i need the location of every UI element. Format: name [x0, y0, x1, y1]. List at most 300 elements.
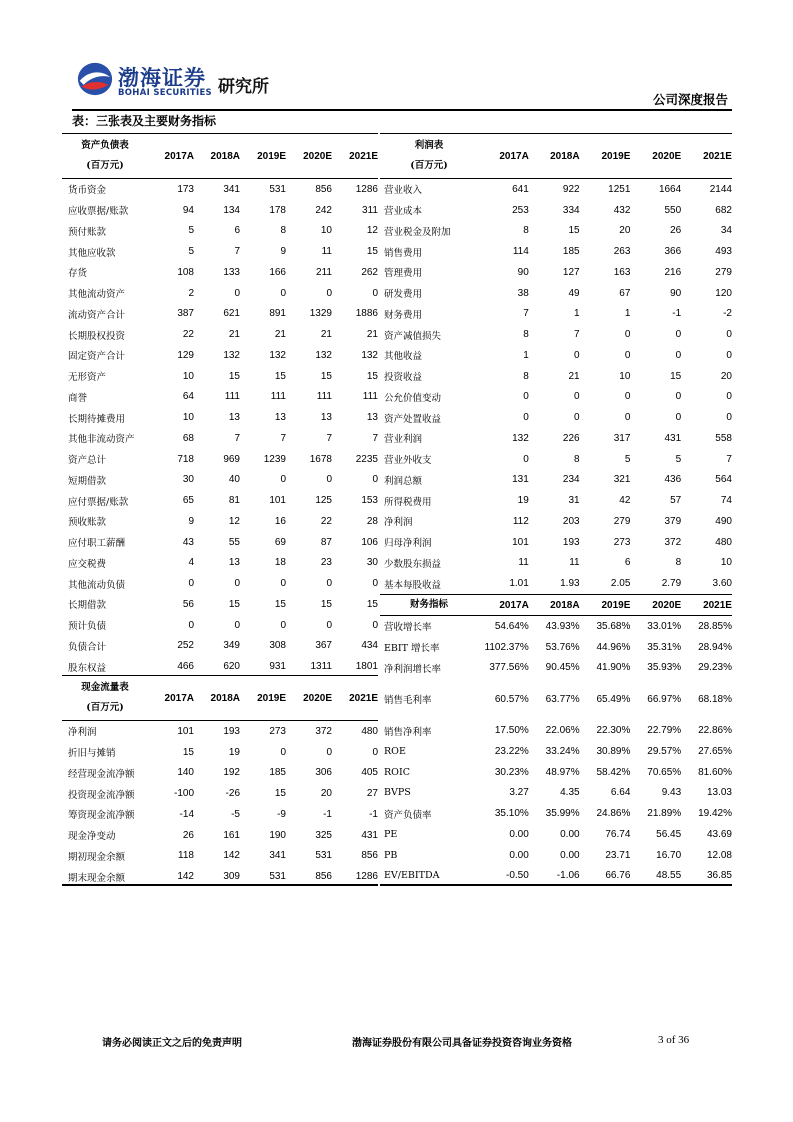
row-value: 377.56%: [489, 662, 529, 674]
row-value: 931: [269, 661, 286, 673]
row-value: 53.76%: [545, 641, 580, 653]
row-value: 0: [280, 619, 286, 631]
cash-flow-row: [62, 763, 378, 784]
row-value: 13: [320, 412, 332, 424]
balance-sheet-row: [62, 656, 378, 677]
year-header: 2019E: [601, 599, 631, 611]
row-value: 132: [269, 349, 286, 361]
row-value: 1678: [309, 453, 332, 465]
row-value: 27.65%: [698, 745, 732, 757]
row-value: 1251: [608, 183, 631, 195]
row-value: 0: [675, 329, 682, 341]
balance-sheet-row: [62, 179, 378, 200]
row-value: 0: [326, 619, 332, 631]
income-statement-unit: (百万元): [410, 160, 448, 171]
row-value: 30.23%: [494, 766, 529, 778]
row-value: 682: [715, 204, 732, 216]
balance-sheet-row: [62, 449, 378, 470]
year-header: 2019E: [601, 150, 631, 162]
row-value: 1311: [310, 661, 332, 673]
balance-sheet-row: [62, 615, 378, 636]
row-value: 132: [512, 432, 529, 444]
row-value: 0.00: [560, 828, 580, 840]
balance-sheet-row: [62, 553, 378, 574]
row-value: 41.90%: [596, 662, 631, 674]
row-label: 长期股权投资: [68, 330, 126, 342]
row-value: 12: [366, 225, 378, 237]
row-label: BVPS: [384, 787, 411, 799]
row-value: 0: [574, 412, 580, 424]
row-value: -2: [723, 308, 732, 320]
row-value: 58.42%: [596, 766, 631, 778]
row-value: 309: [223, 871, 240, 883]
row-value: 60.57%: [494, 693, 529, 705]
row-value: 42: [619, 495, 631, 507]
row-value: 5: [624, 453, 631, 465]
row-value: 0: [574, 349, 580, 361]
row-value: 66.76: [605, 870, 631, 882]
row-value: 387: [177, 308, 194, 320]
row-value: 101: [177, 725, 194, 737]
row-value: 21: [228, 329, 240, 341]
row-value: 190: [269, 829, 286, 841]
row-value: 7: [280, 432, 286, 444]
row-value: 20: [720, 370, 732, 382]
row-value: 0.00: [509, 849, 529, 861]
row-label: 其他非流动资产: [68, 434, 135, 446]
balance-sheet-row: [62, 532, 378, 553]
row-value: -1: [369, 808, 378, 820]
row-value: 372: [315, 725, 332, 737]
row-value: 67: [619, 287, 631, 299]
year-header: 2021E: [349, 692, 378, 704]
row-value: 127: [562, 266, 580, 278]
row-value: 1: [574, 308, 580, 320]
row-label: 资产减值损失: [384, 330, 442, 342]
row-label: 经营现金流净额: [68, 768, 135, 780]
balance-sheet-row: [62, 221, 378, 242]
row-value: 131: [512, 474, 529, 486]
row-value: 253: [512, 204, 529, 216]
row-label: 营业利润: [384, 434, 423, 446]
row-value: 279: [613, 515, 631, 527]
row-value: 0: [372, 287, 378, 299]
row-value: 0: [372, 746, 378, 758]
balance-sheet-row: [62, 387, 378, 408]
row-value: 0: [326, 474, 332, 486]
row-value: 0: [624, 349, 631, 361]
cash-flow-title: 现金流量表: [81, 682, 129, 693]
row-value: 134: [223, 204, 240, 216]
row-value: 193: [562, 536, 580, 548]
row-value: 114: [512, 246, 529, 258]
row-value: 6: [234, 225, 240, 237]
row-value: 432: [613, 204, 631, 216]
income-statement-table: [380, 133, 732, 886]
row-value: 142: [177, 871, 194, 883]
row-label: 管理费用: [384, 268, 423, 280]
row-label: 净利润: [384, 517, 413, 529]
row-value: 111: [224, 391, 240, 403]
balance-sheet-row: [62, 262, 378, 283]
row-value: 94: [182, 204, 194, 216]
row-value: 531: [269, 871, 286, 883]
ratios-row: [380, 720, 732, 741]
row-value: 166: [269, 266, 286, 278]
year-header: 2021E: [703, 150, 732, 162]
row-value: 15: [228, 598, 240, 610]
row-value: 90: [517, 266, 529, 278]
row-value: 13: [228, 412, 240, 424]
row-label: 营业税金及附加: [384, 226, 451, 238]
income-statement-rows: [380, 179, 732, 594]
row-value: 856: [315, 183, 332, 195]
row-value: 856: [361, 850, 378, 862]
row-value: 3.60: [712, 578, 732, 590]
balance-sheet-row: [62, 573, 378, 594]
row-value: 0: [326, 578, 332, 590]
row-value: 0: [523, 391, 529, 403]
income-statement-row: [380, 490, 732, 511]
row-value: 0: [523, 453, 529, 465]
row-value: 23: [320, 557, 332, 569]
year-header: 2019E: [257, 692, 286, 704]
row-value: 26: [670, 225, 682, 237]
year-header: 2020E: [303, 150, 332, 162]
row-label: 基本每股收益: [384, 579, 442, 591]
row-value: 38: [517, 287, 529, 299]
row-label: 公允价值变动: [384, 392, 442, 404]
row-value: 56: [182, 598, 194, 610]
row-value: 22: [320, 515, 332, 527]
row-label: 归母净利润: [384, 538, 432, 550]
row-value: 2235: [355, 453, 378, 465]
row-label: 营业外收支: [384, 455, 432, 467]
row-value: 30.89%: [596, 745, 631, 757]
row-value: 1801: [355, 661, 378, 673]
row-value: -0.50: [506, 870, 529, 882]
row-value: 8: [523, 370, 529, 382]
row-value: 434: [361, 640, 378, 652]
row-label: 应付票据/账款: [68, 496, 129, 508]
row-value: -1.06: [556, 870, 580, 882]
year-header: 2021E: [349, 150, 378, 162]
balance-sheet-title-cell: [62, 136, 148, 176]
row-label: 销售净利率: [384, 726, 432, 738]
row-value: 16: [274, 515, 286, 527]
row-label: 应收票据/账款: [68, 206, 129, 218]
ratios-row: [380, 803, 732, 824]
row-value: 0: [234, 619, 240, 631]
row-value: 44.96%: [596, 641, 631, 653]
row-value: 1329: [309, 308, 332, 320]
row-value: 405: [361, 767, 378, 779]
income-statement-row: [380, 470, 732, 491]
footer-qualification: 渤海证券股份有限公司具备证券投资咨询业务资格: [352, 1038, 572, 1049]
row-value: 1286: [355, 871, 378, 883]
row-value: 273: [269, 725, 286, 737]
row-value: 493: [715, 246, 732, 258]
row-value: 334: [562, 204, 580, 216]
row-label: ROE: [384, 745, 406, 757]
row-value: 23.71: [605, 849, 631, 861]
row-value: 48.97%: [545, 766, 580, 778]
row-value: 12.08: [706, 849, 732, 861]
row-value: 173: [177, 183, 194, 195]
balance-sheet-row: [62, 490, 378, 511]
row-value: 22.79%: [647, 725, 682, 737]
row-value: 111: [316, 391, 332, 403]
balance-sheet-row: [62, 428, 378, 449]
row-value: 111: [362, 391, 378, 403]
row-value: 431: [361, 829, 378, 841]
row-value: -1: [672, 308, 682, 320]
row-value: 132: [223, 349, 240, 361]
row-value: 8: [675, 557, 682, 569]
row-value: 9: [280, 246, 286, 258]
row-value: 43: [182, 536, 194, 548]
row-value: 531: [315, 850, 332, 862]
row-value: 0: [523, 412, 529, 424]
row-value: 1: [624, 308, 631, 320]
row-value: 35.31%: [647, 641, 682, 653]
row-label: 长期借款: [68, 600, 107, 612]
row-value: 68: [182, 432, 194, 444]
row-value: 19: [228, 746, 240, 758]
row-value: 101: [269, 495, 286, 507]
income-statement-row: [380, 387, 732, 408]
row-label: 预付账款: [68, 226, 107, 238]
row-label: 营业收入: [384, 185, 423, 197]
year-header: 2018A: [550, 150, 580, 162]
row-value: 4: [188, 557, 194, 569]
row-value: 54.64%: [494, 620, 529, 632]
row-value: 35.93%: [647, 662, 682, 674]
row-label: 负债合计: [68, 641, 107, 653]
row-label: 销售毛利率: [384, 695, 432, 707]
row-label: 营业成本: [384, 206, 423, 218]
row-value: 5: [675, 453, 682, 465]
row-value: 2: [188, 287, 194, 299]
row-value: 1239: [263, 453, 286, 465]
row-value: 325: [315, 829, 332, 841]
row-value: 1: [523, 349, 529, 361]
row-value: 57: [670, 495, 682, 507]
row-value: 108: [177, 266, 194, 278]
row-value: 349: [223, 640, 240, 652]
cash-flow-title-cell: [62, 678, 148, 718]
row-value: 0: [280, 578, 286, 590]
row-value: 211: [316, 266, 332, 278]
row-value: -26: [225, 788, 240, 800]
row-value: 40: [228, 474, 240, 486]
row-value: 20: [619, 225, 631, 237]
row-label: 固定资产合计: [68, 351, 126, 363]
row-value: 15: [228, 370, 240, 382]
row-value: 69: [274, 536, 286, 548]
row-value: 81.60%: [698, 766, 732, 778]
row-value: 30: [182, 474, 194, 486]
row-value: 101: [512, 536, 529, 548]
row-value: 262: [361, 266, 378, 278]
row-value: 10: [182, 370, 194, 382]
row-value: 21: [568, 370, 580, 382]
row-value: 7: [234, 246, 240, 258]
balance-sheet-row: [62, 407, 378, 428]
row-value: 0: [624, 412, 631, 424]
balance-sheet-row: [62, 200, 378, 221]
income-statement-row: [380, 304, 732, 325]
row-value: 192: [223, 767, 240, 779]
row-value: 7: [574, 329, 580, 341]
row-value: 161: [223, 829, 240, 841]
row-value: 15: [670, 370, 682, 382]
row-label: 其他流动资产: [68, 289, 126, 301]
row-label: 资产负债率: [384, 809, 432, 821]
row-value: 2144: [709, 183, 732, 195]
row-value: 12: [228, 515, 240, 527]
row-value: 48.55: [656, 870, 682, 882]
row-label: 投资收益: [384, 372, 423, 384]
row-value: 21: [320, 329, 332, 341]
row-value: 10: [720, 557, 732, 569]
page-header: [72, 56, 732, 108]
balance-sheet-row: [62, 324, 378, 345]
row-value: 379: [664, 515, 682, 527]
row-value: 8: [523, 225, 529, 237]
row-value: 273: [613, 536, 631, 548]
row-label: 预收账款: [68, 517, 107, 529]
row-label: 投资现金流净额: [68, 789, 135, 801]
row-value: 20: [320, 788, 332, 800]
row-value: 0: [372, 619, 378, 631]
row-value: -1: [323, 808, 332, 820]
row-value: 22: [182, 329, 194, 341]
row-value: -14: [179, 808, 194, 820]
row-value: 9.43: [661, 787, 682, 799]
cash-flow-row: [62, 846, 378, 867]
year-header: 2017A: [499, 599, 529, 611]
row-value: 308: [269, 640, 286, 652]
row-label: 所得税费用: [384, 496, 432, 508]
row-label: 流动资产合计: [68, 309, 126, 321]
row-value: 34: [720, 225, 732, 237]
row-value: 0: [675, 349, 682, 361]
row-value: 15: [320, 598, 332, 610]
row-label: 其他流动负债: [68, 579, 126, 591]
row-value: 234: [562, 474, 580, 486]
row-value: 922: [562, 183, 580, 195]
balance-sheet-header: [62, 133, 378, 179]
balance-sheet-row: [62, 511, 378, 532]
row-value: 28: [366, 515, 378, 527]
row-value: 0: [326, 746, 332, 758]
income-statement-row: [380, 262, 732, 283]
income-statement-row: [380, 241, 732, 262]
cash-flow-row: [62, 742, 378, 763]
year-header: 2017A: [164, 692, 194, 704]
row-value: 7: [726, 453, 732, 465]
row-label: 研发费用: [384, 289, 423, 301]
row-value: 856: [315, 871, 332, 883]
row-value: 43.69: [706, 828, 732, 840]
row-value: 226: [562, 432, 580, 444]
row-value: 178: [269, 204, 286, 216]
income-statement-row: [380, 428, 732, 449]
row-label: PE: [384, 828, 398, 840]
income-statement-row: [380, 511, 732, 532]
row-value: 1664: [658, 183, 682, 195]
income-statement-row: [380, 366, 732, 387]
row-value: 66.97%: [647, 693, 682, 705]
ratios-row: [380, 658, 732, 679]
row-value: 16.70: [656, 849, 682, 861]
row-value: 21.89%: [647, 808, 682, 820]
row-value: 28.94%: [698, 641, 732, 653]
row-value: 366: [664, 246, 682, 258]
row-value: 185: [269, 767, 286, 779]
ratios-row: [380, 678, 732, 720]
income-statement-row: [380, 532, 732, 553]
row-value: 13: [274, 412, 286, 424]
row-label: 期初现金余额: [68, 851, 126, 863]
row-value: 242: [315, 204, 332, 216]
row-value: 891: [269, 308, 286, 320]
row-value: 436: [664, 474, 682, 486]
row-value: 76.74: [605, 828, 631, 840]
cash-flow-header: [62, 675, 378, 721]
row-value: 64: [182, 391, 194, 403]
left-table-bottom-rule: [62, 884, 378, 886]
row-value: 252: [177, 640, 194, 652]
row-value: 11: [321, 246, 332, 258]
logo-english-name: BOHAI SECURITIES: [118, 88, 212, 98]
cash-flow-row: [62, 783, 378, 804]
row-value: 36.85: [706, 870, 732, 882]
balance-sheet-title: 资产负债表: [81, 140, 129, 151]
row-label: 长期待摊费用: [68, 413, 126, 425]
row-value: 2.79: [661, 578, 682, 590]
footer-disclaimer: 请务必阅读正文之后的免责声明: [102, 1038, 242, 1049]
row-value: 15: [274, 598, 286, 610]
row-value: 15: [274, 788, 286, 800]
balance-sheet-row: [62, 241, 378, 262]
row-label: 货币资金: [68, 185, 107, 197]
cash-flow-rows: [62, 721, 378, 887]
row-value: 10: [320, 225, 332, 237]
balance-sheet-row: [62, 283, 378, 304]
row-value: 969: [223, 453, 240, 465]
ratios-row: [380, 762, 732, 783]
row-value: 27: [366, 788, 378, 800]
row-value: 8: [574, 453, 580, 465]
row-value: 15: [568, 225, 580, 237]
row-value: 125: [315, 495, 332, 507]
income-statement-header: [380, 133, 732, 179]
row-value: 15: [366, 370, 378, 382]
row-label: 利润总额: [384, 475, 423, 487]
row-label: 财务费用: [384, 309, 423, 321]
row-value: 13.03: [706, 787, 732, 799]
income-statement-title-cell: [380, 136, 478, 176]
row-value: 19.42%: [698, 808, 732, 820]
row-value: 0: [675, 391, 682, 403]
row-value: 74: [720, 495, 732, 507]
row-value: 480: [361, 725, 378, 737]
row-value: 718: [177, 453, 194, 465]
row-label: 资产总计: [68, 455, 107, 467]
row-value: 321: [613, 474, 631, 486]
